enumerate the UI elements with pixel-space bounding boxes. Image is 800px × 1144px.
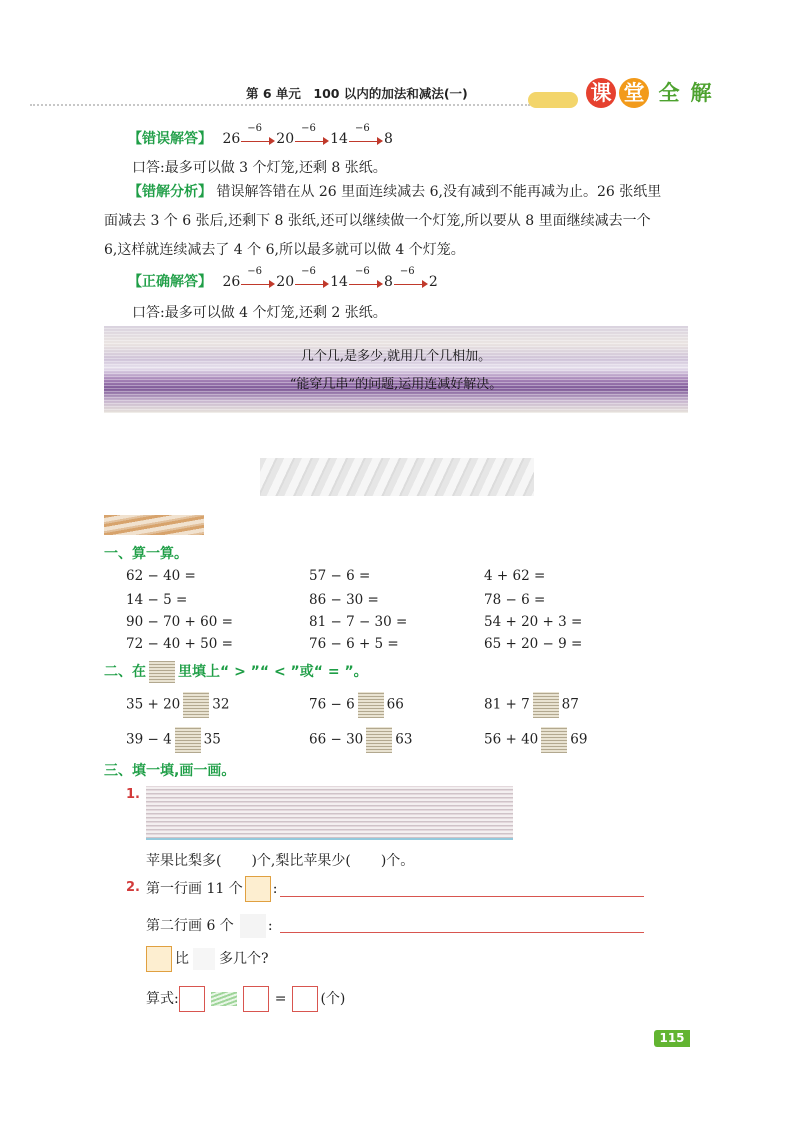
- wrong-solution-line: [128, 123, 393, 148]
- chain-num: 26: [222, 274, 241, 290]
- drawing-line-2[interactable]: [280, 932, 644, 933]
- shape-icon: [193, 948, 215, 970]
- logo-char-3: 全: [658, 81, 680, 105]
- chain-num: 8: [383, 274, 393, 290]
- decorative-stripe: [104, 515, 204, 535]
- chain-num: 20: [276, 274, 295, 290]
- arrow-icon: −6: [295, 275, 329, 289]
- compare-item: 35 + 20 32: [126, 692, 229, 718]
- tip-line-2: “能穿几串”的问题,运用连减好解决。: [289, 377, 503, 392]
- formula-row: 算式: = (个): [146, 986, 345, 1012]
- page-number: 115: [654, 1030, 690, 1047]
- chain-num: 8: [383, 131, 393, 147]
- tip-banner: [104, 326, 688, 413]
- yellow-square-icon: [245, 876, 271, 902]
- header-divider: [30, 104, 530, 106]
- correct-answer: 口答:最多可以做 4 个灯笼,还剩 2 张纸。: [132, 305, 387, 321]
- calc-item: 81 − 7 − 30 =: [309, 614, 408, 630]
- analysis-line: 6,这样就连续减去了 4 个 6,所以最多就可以做 4 个灯笼。: [104, 242, 465, 258]
- calc-item: 62 − 40 =: [126, 568, 196, 584]
- compare-item: 66 − 30 63: [309, 727, 412, 753]
- compare-item: 39 − 4 35: [126, 727, 221, 753]
- compare-box[interactable]: [541, 727, 567, 753]
- chain-num: 14: [330, 274, 348, 290]
- correct-tag: 【正确解答】: [128, 274, 212, 290]
- yellow-square-icon: [146, 946, 172, 972]
- question-2-number: 2.: [126, 880, 140, 895]
- chain-num: 2: [428, 274, 438, 290]
- chain-num: 14: [330, 131, 348, 147]
- wrong-tag: 【错误解答】: [128, 131, 212, 147]
- compare-box[interactable]: [358, 692, 384, 718]
- fruit-illustration: [146, 786, 513, 840]
- formula-box[interactable]: [179, 986, 205, 1012]
- logo-char-2: 堂: [619, 78, 649, 108]
- formula-box[interactable]: [243, 986, 269, 1012]
- calc-item: 90 − 70 + 60 =: [126, 614, 233, 630]
- chain-num: 26: [222, 131, 241, 147]
- section-3-title: 三、填一填,画一画。: [104, 763, 236, 779]
- arrow-icon: −6: [394, 275, 428, 289]
- arrow-icon: −6: [349, 132, 383, 146]
- compare-box[interactable]: [175, 727, 201, 753]
- analysis-line: 错误解答错在从 26 里面连续减去 6,没有减到不能再减为止。26 张纸里: [216, 184, 662, 200]
- chain-num: 20: [276, 131, 295, 147]
- calc-item: 78 − 6 =: [484, 592, 546, 608]
- formula-box[interactable]: [292, 986, 318, 1012]
- compare-box[interactable]: [366, 727, 392, 753]
- book-logo: [528, 76, 723, 112]
- calc-item: 65 + 20 − 9 =: [484, 636, 583, 652]
- bee-mascot-icon: [528, 92, 578, 108]
- compare-item: 76 − 6 66: [309, 692, 404, 718]
- section-2-title: 二、在 里填上“ > ”“ < ”或“ = ”。: [104, 661, 368, 683]
- logo-char-1: 课: [586, 78, 616, 108]
- analysis-line: 面减去 3 个 6 张后,还剩下 8 张纸,还可以继续做一个灯笼,所以要从 8 里面继续减去一个: [104, 213, 651, 229]
- calc-item: 4 + 62 =: [484, 568, 546, 584]
- wrong-answer: 口答:最多可以做 3 个灯笼,还剩 8 张纸。: [132, 160, 387, 176]
- row-2-instruction: 第二行画 6 个 :: [146, 914, 273, 938]
- operator-box[interactable]: [211, 992, 237, 1006]
- calc-item: 14 − 5 =: [126, 592, 188, 608]
- tip-line-1: 几个几,是多少,就用几个几相加。: [300, 349, 492, 364]
- compare-question: 比 多几个?: [146, 946, 269, 972]
- row-1-instruction: 第一行画 11 个 :: [146, 876, 277, 902]
- arrow-icon: −6: [241, 132, 275, 146]
- logo-char-4: 解: [690, 81, 712, 105]
- page-header-unit: 第 6 单元 100 以内的加法和减法(一): [246, 86, 468, 101]
- compare-item: 56 + 40 69: [484, 727, 587, 753]
- shape-icon: [240, 914, 266, 938]
- question-1-number: 1.: [126, 787, 140, 802]
- section-title-banner: [260, 458, 534, 496]
- correct-solution-line: [128, 266, 438, 291]
- calc-item: 86 − 30 =: [309, 592, 379, 608]
- calc-item: 57 − 6 =: [309, 568, 371, 584]
- calc-item: 76 − 6 + 5 =: [309, 636, 399, 652]
- compare-box[interactable]: [533, 692, 559, 718]
- arrow-icon: −6: [295, 132, 329, 146]
- analysis-paragraph: [104, 178, 694, 265]
- question-1-text: 苹果比梨多( )个,梨比苹果少( )个。: [146, 853, 415, 869]
- calc-item: 54 + 20 + 3 =: [484, 614, 583, 630]
- section-1-title: 一、算一算。: [104, 546, 188, 562]
- drawing-line-1[interactable]: [280, 896, 644, 897]
- calc-item: 72 − 40 + 50 =: [126, 636, 233, 652]
- answer-box-icon: [149, 661, 175, 683]
- arrow-icon: −6: [349, 275, 383, 289]
- arrow-icon: −6: [241, 275, 275, 289]
- analysis-tag: 【错解分析】: [128, 184, 212, 200]
- compare-box[interactable]: [183, 692, 209, 718]
- compare-item: 81 + 7 87: [484, 692, 579, 718]
